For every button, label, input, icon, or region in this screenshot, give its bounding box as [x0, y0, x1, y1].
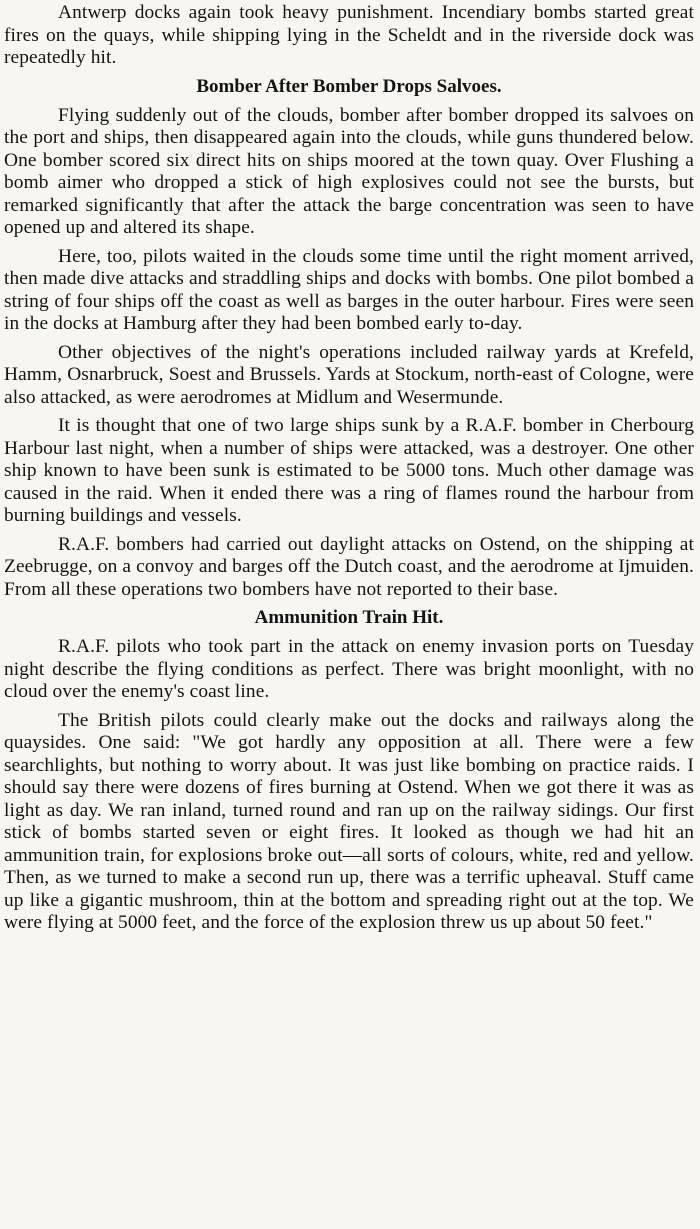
paragraph-pilots-waited: Here, too, pilots waited in the clouds some time until the right moment arrived, then made dive attacks and straddling ships and docks with bombs. One pilot bombed a string of four ships off the coast as well as barges in the outer harbour. Fires were seen in the docks at Hamburg after they had been bombed early to-day. [4, 245, 694, 334]
paragraph-flying-conditions: R.A.F. pilots who took part in the attack on enemy invasion ports on Tuesday night describe the flying conditions as perfect. There was bright moonlight, with no cloud over the enemy's coast line. [4, 636, 694, 702]
paragraph-flying-out-of-clouds: Flying suddenly out of the clouds, bomber after bomber dropped its salvoes on the port and ships, then disappeared again into the clouds, while guns thundered below. One bomber scored six direct hits on ships moored at the town quay. Over Flushing a bomb aimer who dropped a stick of high explosives could not see the bursts, but remarked significantly that after the attack the barge concentration was seen to have opened up and altered its shape. [4, 104, 694, 238]
section-heading-ammunition-train: Ammunition Train Hit. [254, 607, 444, 628]
intro-paragraph: Antwerp docks again took heavy punishment. Incendiary bombs started great fires on the quays, while shipping lying in the Scheldt and in the riverside dock was repeatedly hit. [4, 2, 694, 68]
paragraph-cherbourg-harbour: It is thought that one of two large ships sunk by a R.A.F. bomber in Cherbourg Harbour last night, when a number of ships were attacked, was a destroyer. One other ship known to have been sunk is estimated to be 5000 tons. Much other damage was caused in the raid. When it ended there was a ring of flames round the harbour from burning buildings and vessels. [4, 415, 694, 526]
paragraph-daylight-attacks: R.A.F. bombers had carried out daylight attacks on Ostend, on the shipping at Zeebrugge, on a convoy and barges off the Dutch coast, and the aerodrome at Ijmuiden. From all these operations two bombers have not reported to their base. [4, 533, 694, 600]
paragraph-other-objectives: Other objectives of the night's operations included railway yards at Krefeld, Hamm, Osnarbruck, Soest and Brussels. Yards at Stockum, north-east of Cologne, were also attacked, as were aerodromes at Midlum and Wesermunde. [4, 341, 694, 408]
section-heading-salvoes: Bomber After Bomber Drops Salvoes. [196, 75, 502, 97]
paragraph-pilot-account: The British pilots could clearly make out the docks and railways along the quaysides. One said: "We got hardly any opposition at all. There were a few searchlights, but nothing to worry about. It was just like bombing on practice raids. I should say there were dozens of fires burning at Ostend. When we got there it was as light as day. We ran inland, turned round and ran up on the railway sidings. Our first stick of bombs started seven or eight fires. It looked as though we had hit an ammunition train, for explosions broke out—all sorts of colours, white, red and yellow. Then, as we turned to make a second run up, there was a terrific upheaval. Stuff came up like a gigantic mushroom, thin at the bottom and spreading right out at the top. We were flying at 5000 feet, and the force of the explosion threw us up about 50 feet." [4, 709, 694, 933]
